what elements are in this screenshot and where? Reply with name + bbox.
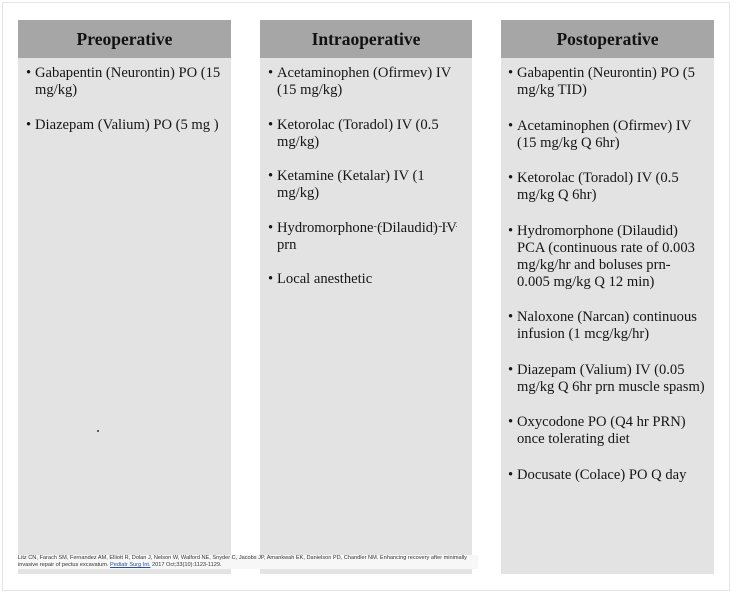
medication-text: Diazepam (Valium) PO (5 mg ) [35,116,219,133]
medication-text: Naloxone (Narcan) continuous infusion (1 mcg/kg/hr) [517,309,697,342]
medication-text: Gabapentin (Neurontin) PO (15 mg/kg) [35,65,221,98]
medication-text: Diazepam (Valium) IV (0.05 mg/kg Q 6hr prn muscle spasm) [517,361,705,395]
intraoperative-header: Intraoperative [260,20,472,58]
intraoperative-medication-list [260,58,472,288]
postoperative-header: Postoperative [501,20,714,58]
list-item [270,271,464,288]
list-item [510,65,706,99]
citation-text: Litz CN, Farach SM, Fernandez AM, Elliott R, Dolan J, Nelson W, Walford NE, Snyder C, Jacobs JP, Amankwah EK, Danielson PD, Chandler NM. Enhancing recovery after minimally invasive repair of pectus excavatum. [18,555,467,568]
medication-text: Oxycodone PO (Q4 hr PRN) once tolerating diet [517,414,686,447]
bullet: • [268,116,274,133]
list-item [510,170,706,204]
postoperative-medication-list [501,58,714,484]
journal-link[interactable]: Pediatr Surg Int. [110,562,151,568]
bullet: • [268,168,274,184]
medication-text: Local anesthetic [277,271,373,287]
list-item [270,168,464,202]
medication-text: Hydromorphone (Dilaudid) PCA (continuous rate of 0.003 mg/kg/hr and boluses prn- 0.005 mg/kg Q 12 min) [517,222,695,290]
list-item [270,220,464,254]
bullet: • [508,65,514,81]
intraoperative-column [260,20,472,574]
bullet: • [508,414,514,430]
list-item [510,467,706,484]
stray-dot [97,430,99,432]
medication-text: Hydromorphone (Dilaudid) IV prn [277,219,457,253]
bullet: • [508,170,514,186]
citation-details: 2017 Oct;33(10):1123-1129. [152,562,222,568]
list-item [270,117,464,151]
bullet: • [508,222,514,239]
bullet: • [508,309,514,325]
list-item [510,223,706,291]
list-item [28,65,223,99]
bullet: • [508,117,514,134]
medication-text: Acetaminophen (Ofirmev) IV (15 mg/kg) [277,65,451,98]
list-item [510,362,706,396]
list-item [28,117,223,134]
medication-text: Ketorolac (Toradol) IV (0.5 mg/kg) [277,116,439,150]
bullet: • [508,361,514,378]
medication-text: Docusate (Colace) PO Q day [517,466,687,483]
bullet: • [26,116,32,133]
bullet: • [508,466,514,483]
preoperative-header: Preoperative [18,20,231,58]
preoperative-column [18,20,231,574]
medication-text: Acetaminophen (Ofirmev) IV (15 mg/kg Q 6hr) [517,117,691,151]
preoperative-medication-list [18,58,231,134]
postoperative-column [501,20,714,574]
list-item [270,65,464,99]
bullet: • [268,65,274,81]
bullet: • [268,219,274,236]
list-item [510,118,706,152]
medication-text: Ketorolac (Toradol) IV (0.5 mg/kg Q 6hr) [517,170,679,203]
list-item [510,414,706,448]
bullet: • [26,65,32,81]
bullet: • [268,271,274,287]
medication-text: Gabapentin (Neurontin) PO (5 mg/kg TID) [517,65,695,98]
citation [18,555,478,569]
list-item [510,309,706,343]
medication-text: Ketamine (Ketalar) IV (1 mg/kg) [277,168,425,201]
